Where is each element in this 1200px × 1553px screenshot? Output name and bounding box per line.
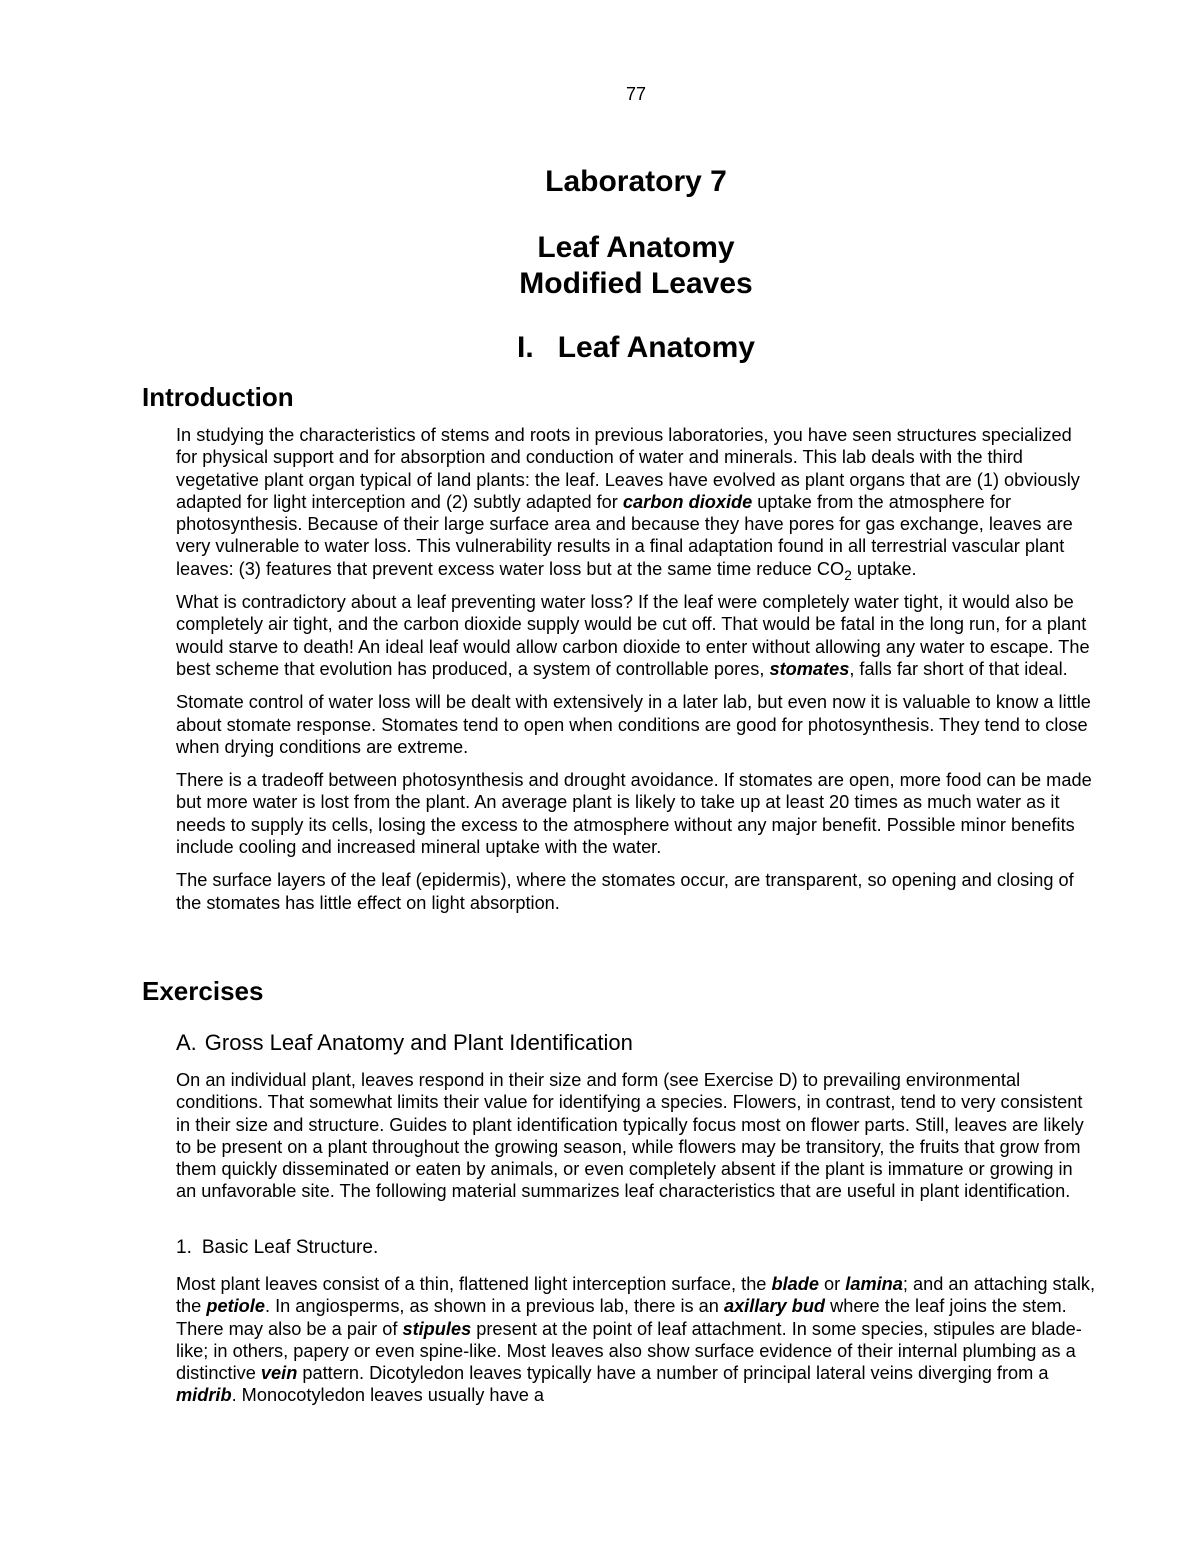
exercises-heading: Exercises bbox=[142, 976, 264, 1006]
exercise-a-title: Gross Leaf Anatomy and Plant Identification bbox=[204, 1030, 633, 1055]
term-lamina: lamina bbox=[845, 1274, 903, 1294]
text-run: Most plant leaves consist of a thin, flattened light interception surface, the bbox=[176, 1274, 772, 1294]
lab-title: Laboratory 7 bbox=[545, 165, 727, 198]
text-run: In studying the characteristics of stems and roots in previous laboratories, you have seen structures specialized for physical support and for absorption and conduction of water and minerals. This lab deals with the third vegetative plant organ typical of land plants: the leaf. Leaves have evolved as plant organs that are (1) obviously adapted for light interception and (2) subtly adapted for bbox=[176, 425, 1080, 512]
subsection-number: 1. bbox=[176, 1237, 192, 1258]
term-midrib: midrib bbox=[176, 1385, 232, 1406]
topic-title-2: Modified Leaves bbox=[519, 267, 753, 300]
subsection-title: Basic Leaf Structure. bbox=[201, 1237, 379, 1258]
text-run: pattern. Dicotyledon leaves typically have a number of principal lateral veins diverging from a bbox=[297, 1363, 1049, 1384]
text-run: , falls far short of that ideal. bbox=[849, 658, 1068, 679]
intro-paragraph-3: Stomate control of water loss will be dealt with extensively in a later lab, but even now it is valuable to know a little about stomate response. Stomates tend to open when conditions are good for photosynthesis. They tend to close when drying conditions are extreme. bbox=[176, 692, 1091, 757]
intro-paragraph-4: There is a tradeoff between photosynthesis and drought avoidance. If stomates are open, more food can be made but more water is lost from the plant. An average plant is likely to take up at least 20 times as much water as it needs to supply its cells, losing the excess to the atmosphere without any major benefit. Possible minor benefits include cooling and increased mineral uptake with the water. bbox=[176, 770, 1092, 858]
text-run: . In angiosperms, as shown in a previous lab, there is an bbox=[264, 1296, 724, 1317]
basic-leaf-structure-heading bbox=[176, 1237, 378, 1259]
text-run: where the leaf joins the stem. There may also be a pair of bbox=[176, 1296, 1067, 1339]
text-run: uptake. bbox=[851, 558, 917, 579]
basic-leaf-structure-body bbox=[176, 1273, 1096, 1418]
intro-paragraph-1 bbox=[176, 424, 1096, 583]
subscript-2: 2 bbox=[844, 567, 852, 583]
term-axillary-bud: axillary bud bbox=[723, 1296, 826, 1317]
text-run: . Monocotyledon leaves usually have a bbox=[231, 1385, 544, 1406]
exercise-a-paragraph: On an individual plant, leaves respond in their size and form (see Exercise D) to prevailing environmental conditions. That somewhat limits their value for identifying a species. Flowers, in contrast, tend to very consistent in their size and structure. Guides to plant identification typically focus most on flower parts. Still, leaves are likely to be present on a plant throughout the growing season, while flowers may be transitory, the fruits that grow from them quickly disseminated or eaten by animals, or even completely absent if the plant is immature or growing in an unfavorable site. The following material summarizes leaf characteristics that are useful in plant identification. bbox=[176, 1070, 1084, 1202]
intro-paragraph-2 bbox=[176, 591, 1096, 680]
topic-title-1: Leaf Anatomy bbox=[537, 231, 735, 264]
term-petiole: petiole bbox=[206, 1296, 265, 1317]
term-stomates: stomates bbox=[769, 658, 850, 679]
introduction-heading: Introduction bbox=[142, 382, 294, 412]
introduction-body bbox=[176, 424, 1096, 925]
text-run: ; and an attaching stalk, the bbox=[176, 1274, 1096, 1317]
text-run: present at the point of leaf attachment. In some species, stipules are blade-like; in others, papery or even spine-like. Most leaves also show surface evidence of their internal plumbing as a distinctive bbox=[176, 1318, 1082, 1384]
text-run: or bbox=[819, 1274, 846, 1294]
term-carbon-dioxide: carbon dioxide bbox=[622, 491, 753, 512]
term-stipules: stipules bbox=[402, 1318, 472, 1339]
part-title-text: Leaf Anatomy bbox=[557, 331, 755, 364]
text-run: What is contradictory about a leaf preventing water loss? If the leaf were completely water tight, it would also be completely air tight, and the carbon dioxide supply would be cut off. That would be fatal in the long run, for a plant would starve to death! An ideal leaf would allow carbon dioxide to enter without allowing any water to escape. The best scheme that evolution has produced, a system of controllable pores, bbox=[176, 592, 1090, 679]
intro-paragraph-5: The surface layers of the leaf (epidermis), where the stomates occur, are transparent, so opening and closing of the stomates has little effect on light absorption. bbox=[176, 870, 1074, 913]
term-blade: blade bbox=[771, 1274, 819, 1294]
part-number: I. bbox=[517, 331, 534, 364]
exercise-a-heading bbox=[176, 1030, 633, 1056]
text-run: uptake from the atmosphere for photosynthesis. Because of their large surface area and because they have pores for gas exchange, leaves are very vulnerable to water loss. This vulnerability results in a final adaptation found in all terrestrial vascular plant leaves: (3) features that prevent excess water loss but at the same time reduce CO bbox=[176, 491, 1073, 579]
exercise-a-body bbox=[176, 1069, 1096, 1214]
term-vein: vein bbox=[260, 1363, 298, 1384]
exercise-a-letter: A. bbox=[176, 1030, 197, 1055]
page-number: 77 bbox=[625, 84, 647, 104]
part-title bbox=[0, 330, 1200, 366]
basic-leaf-structure-paragraph bbox=[176, 1273, 1096, 1407]
